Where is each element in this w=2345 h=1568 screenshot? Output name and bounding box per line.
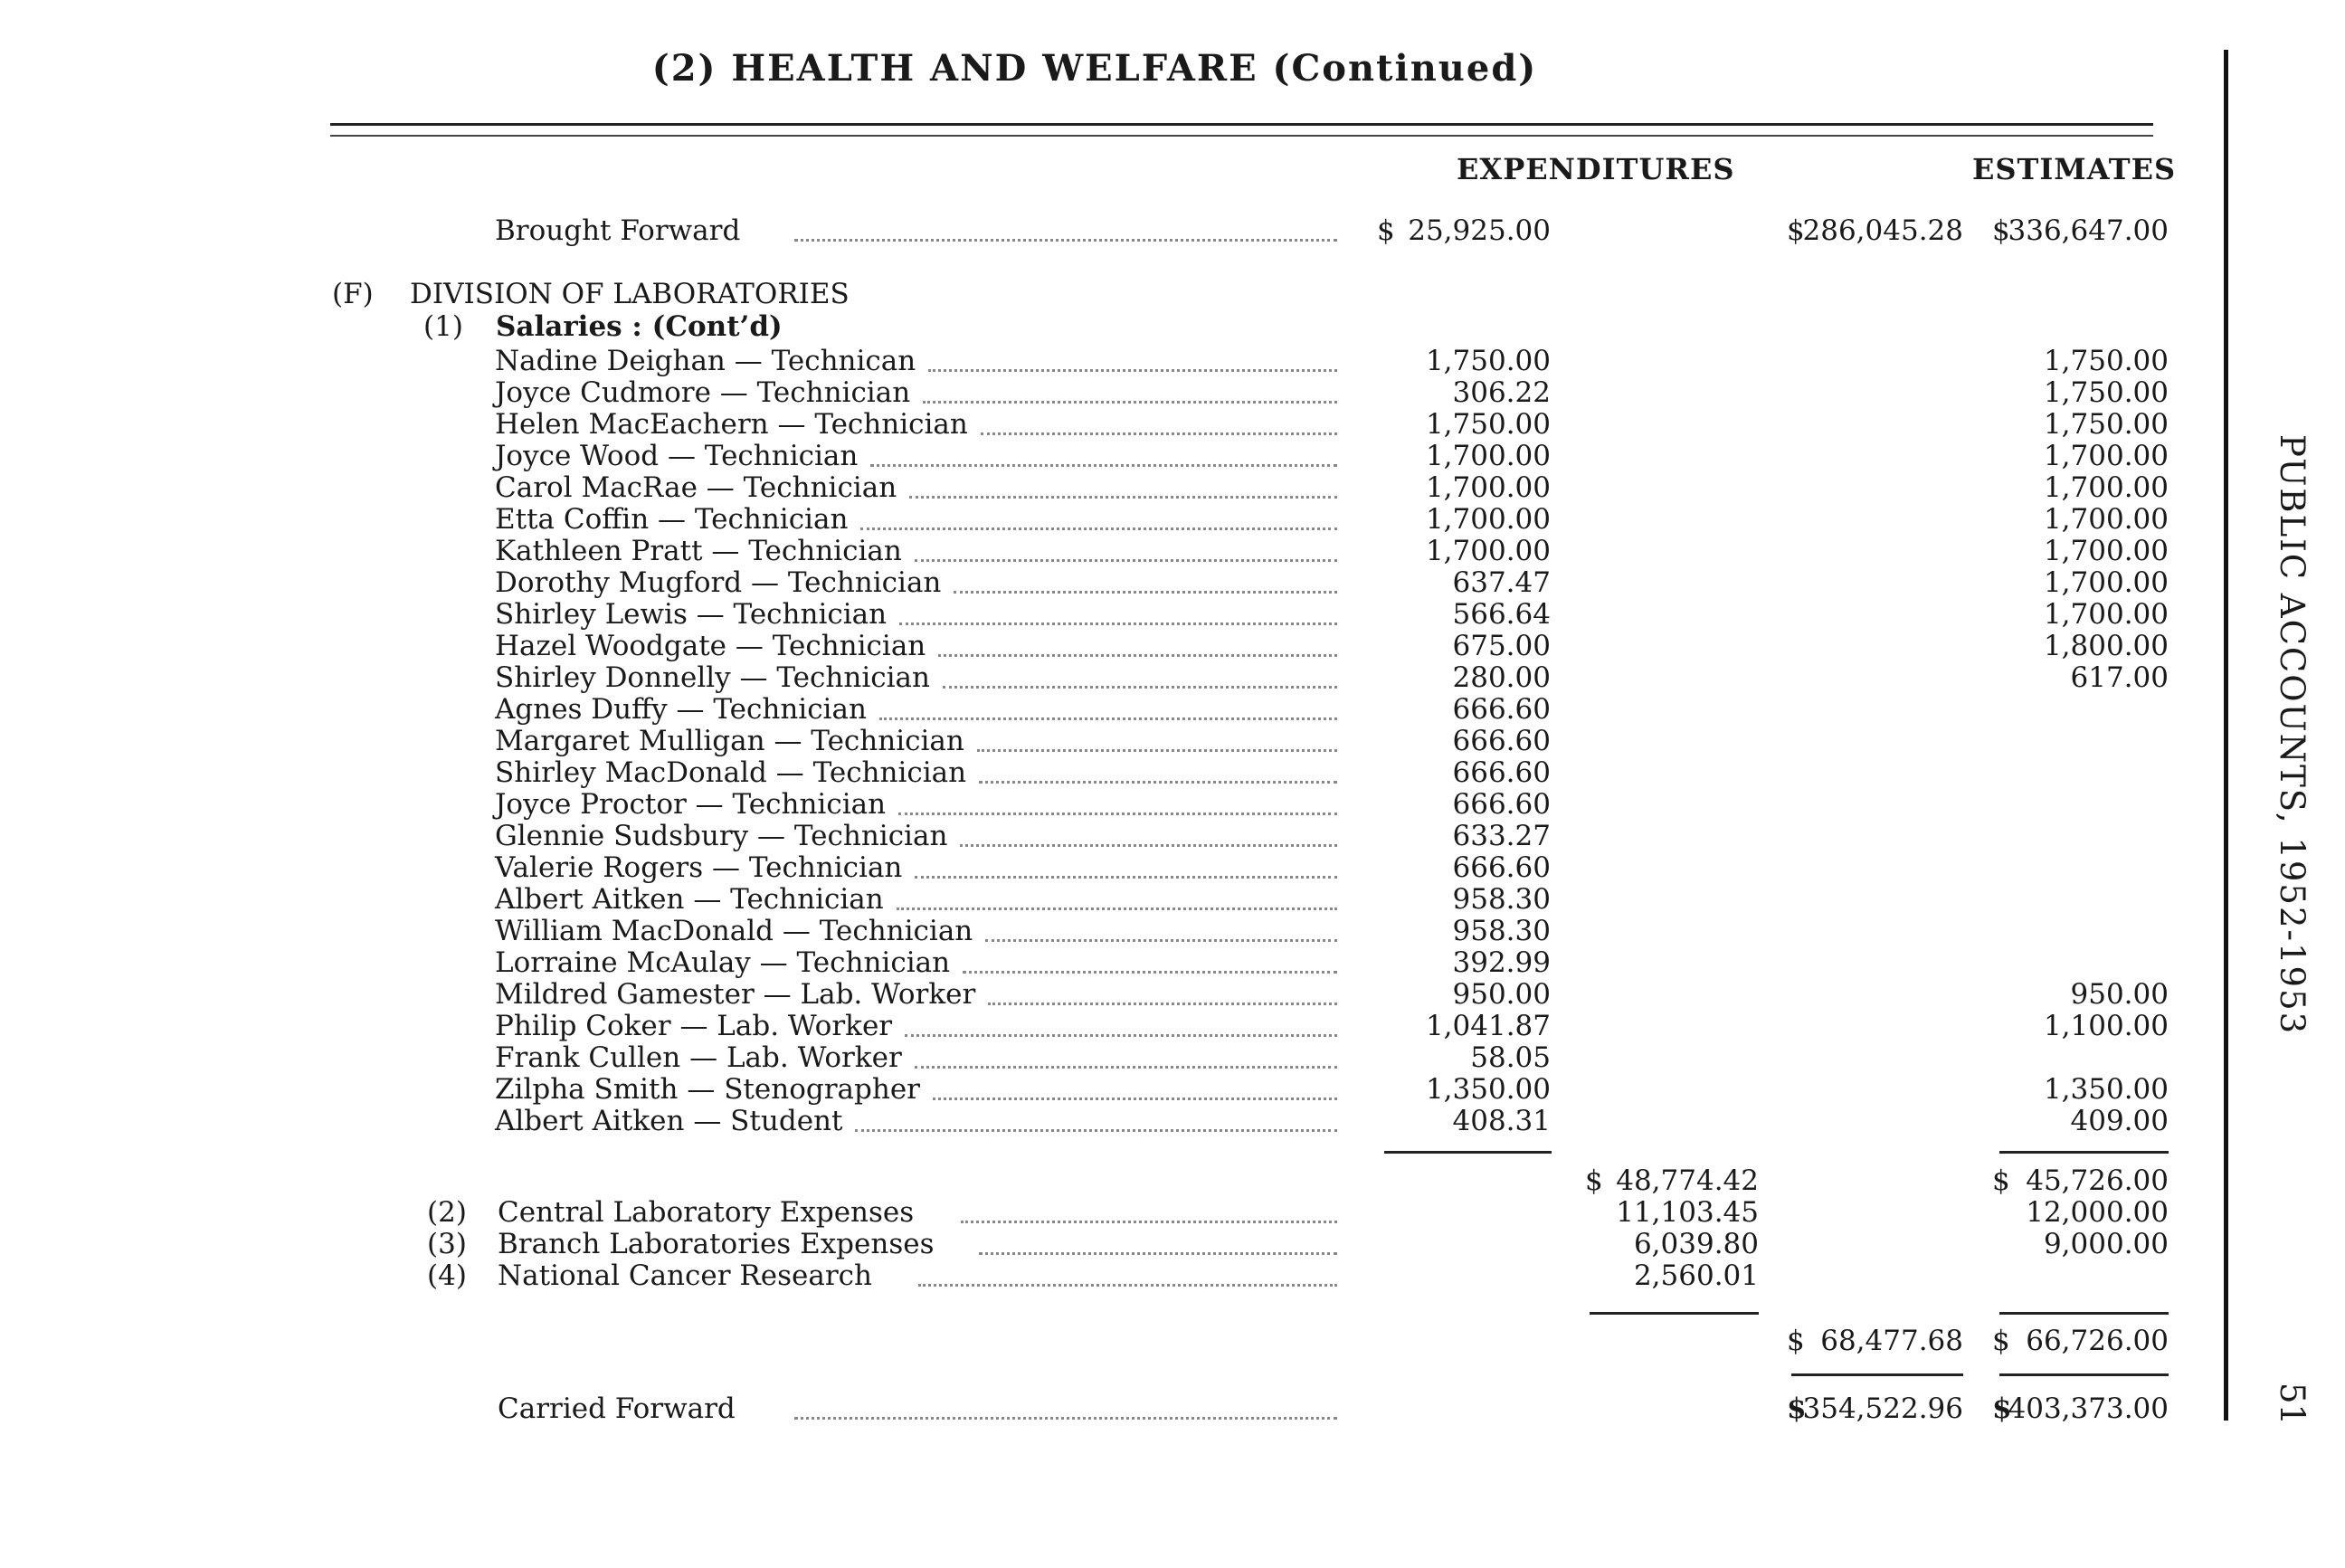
table-row [0, 1074, 2207, 1106]
margin-rule [2224, 50, 2228, 1421]
employee-name: Zilpha Smith — Stenographer [495, 1073, 920, 1106]
employee-name: Albert Aitken — Student [495, 1105, 843, 1137]
item-label: National Cancer Research [498, 1259, 872, 1292]
estimate-value: 409.00 [2070, 1105, 2169, 1137]
item-number: (4) [427, 1259, 467, 1292]
leader-dots [981, 432, 1337, 435]
total-rule [1791, 1373, 1963, 1376]
expenditure-value: 950.00 [1452, 978, 1551, 1011]
table-row [0, 346, 2207, 377]
expenditure-value: 958.30 [1452, 883, 1551, 916]
leader-dots [870, 464, 1337, 467]
employee-name: Dorothy Mugford — Technician [495, 566, 942, 599]
table-row [0, 916, 2207, 947]
employee-name: Valerie Rogers — Technician [495, 851, 903, 884]
leader-dots [898, 813, 1337, 815]
column-header-estimates: ESTIMATES [1972, 152, 2177, 186]
estimate-value: 12,000.00 [2026, 1196, 2169, 1229]
dollar-sign: $ [1992, 1164, 2010, 1197]
table-row [0, 789, 2207, 821]
leader-dots [905, 1034, 1337, 1037]
estimate-value: 1,750.00 [2043, 345, 2169, 377]
employee-name: Joyce Proctor — Technician [495, 788, 887, 821]
subtotal-rule [1384, 1151, 1552, 1154]
dollar-sign: $ [1585, 1164, 1603, 1197]
expenditure-value: 666.60 [1452, 756, 1551, 789]
estimate-value: 1,700.00 [2043, 471, 2169, 504]
employee-name: Margaret Mulligan — Technician [495, 725, 964, 757]
expenditure-value: 637.47 [1452, 566, 1551, 599]
expenditure-value: 392.99 [1452, 946, 1551, 979]
table-row [0, 694, 2207, 726]
subtotal-rule [1999, 1151, 2169, 1154]
employee-name: Albert Aitken — Technician [495, 883, 884, 916]
employee-name: Mildred Gamester — Lab. Worker [495, 978, 976, 1011]
employee-name: Kathleen Pratt — Technician [495, 535, 902, 567]
subsection-heading [0, 311, 2207, 343]
leader-dots [899, 622, 1337, 625]
dollar-sign: $ [1992, 1325, 2010, 1357]
leader-dots [928, 369, 1337, 372]
subtotal-rule [1590, 1312, 1759, 1315]
expenditure-value: 666.60 [1452, 851, 1551, 884]
section-title: DIVISION OF LABORATORIES [410, 278, 850, 310]
subtotal-rule [1999, 1312, 2169, 1315]
leader-dots [933, 1098, 1337, 1100]
estimate-value: 617.00 [2070, 661, 2169, 694]
table-row [0, 441, 2207, 472]
leader-dots [879, 717, 1337, 720]
employee-name: Lorraine McAulay — Technician [495, 946, 951, 979]
salaries-total-estimate: 45,726.00 [2026, 1164, 2169, 1197]
table-row [0, 757, 2207, 789]
carried-forward-row [0, 1393, 2207, 1425]
subsection-number: (1) [423, 310, 463, 343]
estimate-value: 1,100.00 [2043, 1010, 2169, 1042]
table-row [0, 409, 2207, 441]
employee-name: Shirley Lewis — Technician [495, 598, 888, 631]
carried-forward-total: 354,522.96 [1802, 1392, 1963, 1425]
table-row [0, 1197, 2207, 1229]
expenditure-value: 306.22 [1452, 376, 1551, 409]
employee-name: William MacDonald — Technician [495, 915, 973, 947]
expenditure-value: 666.60 [1452, 725, 1551, 757]
estimate-value: 1,350.00 [2043, 1073, 2169, 1106]
table-row [0, 852, 2207, 884]
brought-forward-label: Brought Forward [495, 214, 741, 247]
table-row [0, 504, 2207, 536]
expenditure-value: 675.00 [1452, 630, 1551, 662]
leader-dots [897, 908, 1337, 910]
leader-dots [943, 686, 1337, 689]
division-total-row [0, 1326, 2207, 1357]
employee-name: Nadine Deighan — Technican [495, 345, 916, 377]
brought-forward-estimate: 336,647.00 [2008, 214, 2169, 247]
table-row [0, 377, 2207, 409]
dollar-sign: $ [1787, 1325, 1805, 1357]
expenditure-value: 666.60 [1452, 788, 1551, 821]
page-title: (2) HEALTH AND WELFARE (Continued) [651, 47, 1538, 90]
leader-dots [794, 1417, 1337, 1420]
page-number: 51 [2273, 1383, 2312, 1426]
table-row [0, 1011, 2207, 1042]
employee-name: Joyce Wood — Technician [495, 440, 859, 472]
brought-forward-total: 286,045.28 [1802, 214, 1963, 247]
table-row [0, 1229, 2207, 1260]
item-number: (3) [427, 1228, 467, 1260]
header-rule-thick [330, 123, 2153, 126]
division-total-estimate: 66,726.00 [2026, 1325, 2169, 1357]
dollar-sign: $ [1992, 1392, 2012, 1425]
table-row [0, 821, 2207, 852]
item-label: Central Laboratory Expenses [498, 1196, 915, 1229]
leader-dots [855, 1129, 1337, 1132]
salaries-total-expenditure: 48,774.42 [1616, 1164, 1759, 1197]
expenditure-value: 958.30 [1452, 915, 1551, 947]
employee-name: Helen MacEachern — Technician [495, 408, 968, 441]
estimate-value: 9,000.00 [2043, 1228, 2169, 1260]
dollar-sign: $ [1377, 214, 1395, 247]
expenditure-value: 1,700.00 [1425, 471, 1551, 504]
section-heading [0, 279, 2207, 310]
leader-dots [961, 1221, 1337, 1223]
brought-forward-row [0, 215, 2207, 247]
leader-dots [794, 239, 1337, 242]
expenditure-value: 1,700.00 [1425, 503, 1551, 536]
table-row [0, 536, 2207, 567]
leader-dots [860, 527, 1337, 530]
expenditure-value: 280.00 [1452, 661, 1551, 694]
table-row [0, 662, 2207, 694]
estimate-value: 1,700.00 [2043, 440, 2169, 472]
leader-dots [923, 401, 1337, 404]
item-label: Branch Laboratories Expenses [498, 1228, 935, 1260]
expenditure-value: 1,750.00 [1425, 345, 1551, 377]
expenditure-value: 1,350.00 [1425, 1073, 1551, 1106]
estimate-value: 1,800.00 [2043, 630, 2169, 662]
table-row [0, 599, 2207, 631]
table-row [0, 472, 2207, 504]
brought-forward-expenditure: 25,925.00 [1408, 214, 1551, 247]
leader-dots [918, 1284, 1337, 1287]
employee-name: Etta Coffin — Technician [495, 503, 849, 536]
employee-name: Agnes Duffy — Technician [495, 693, 867, 726]
leader-dots [963, 971, 1337, 974]
total-rule [1999, 1373, 2169, 1376]
table-row [0, 631, 2207, 662]
expenditure-value: 566.64 [1452, 598, 1551, 631]
employee-name: Shirley MacDonald — Technician [495, 756, 967, 789]
employee-name: Frank Cullen — Lab. Worker [495, 1041, 902, 1074]
employee-name: Philip Coker — Lab. Worker [495, 1010, 893, 1042]
table-row [0, 1260, 2207, 1292]
dollar-sign: $ [1992, 214, 2010, 247]
estimate-value: 1,700.00 [2043, 566, 2169, 599]
estimate-value: 1,750.00 [2043, 376, 2169, 409]
leader-dots [985, 939, 1337, 942]
expenditure-value: 1,750.00 [1425, 408, 1551, 441]
leader-dots [979, 781, 1337, 784]
employee-name: Joyce Cudmore — Technician [495, 376, 911, 409]
expenditure-value: 408.31 [1452, 1105, 1551, 1137]
salaries-total-row [0, 1165, 2207, 1197]
leader-dots [979, 1252, 1337, 1255]
employee-name: Hazel Woodgate — Technician [495, 630, 926, 662]
estimate-value: 950.00 [2070, 978, 2169, 1011]
estimate-value: 1,700.00 [2043, 598, 2169, 631]
expenditure-value: 666.60 [1452, 693, 1551, 726]
employee-name: Glennie Sudsbury — Technician [495, 820, 948, 852]
expenditure-value: 6,039.80 [1633, 1228, 1759, 1260]
leader-dots [960, 844, 1337, 847]
leader-dots [938, 654, 1337, 657]
expenditure-value: 1,700.00 [1425, 440, 1551, 472]
subsection-title: Salaries : (Cont’d) [496, 310, 783, 343]
expenditure-value: 58.05 [1470, 1041, 1551, 1074]
item-number: (2) [427, 1196, 467, 1229]
carried-forward-label: Carried Forward [498, 1392, 736, 1425]
estimate-value: 1,700.00 [2043, 503, 2169, 536]
table-row [0, 726, 2207, 757]
division-total-expenditure: 68,477.68 [1820, 1325, 1963, 1357]
expenditure-value: 2,560.01 [1633, 1259, 1759, 1292]
section-letter: (F) [332, 278, 374, 310]
leader-dots [915, 876, 1337, 879]
table-row [0, 947, 2207, 979]
leader-dots [988, 1003, 1337, 1005]
carried-forward-estimate: 403,373.00 [2008, 1392, 2169, 1425]
table-row [0, 884, 2207, 916]
header-rule-thin [330, 135, 2153, 137]
leader-dots [954, 591, 1337, 594]
table-row [0, 1106, 2207, 1137]
table-row [0, 979, 2207, 1011]
table-row [0, 567, 2207, 599]
expenditure-value: 633.27 [1452, 820, 1551, 852]
dollar-sign: $ [1787, 214, 1805, 247]
expenditure-value: 1,041.87 [1425, 1010, 1551, 1042]
leader-dots [915, 1066, 1337, 1069]
estimate-value: 1,700.00 [2043, 535, 2169, 567]
side-running-title: PUBLIC ACCOUNTS, 1952-1953 [2273, 434, 2312, 1036]
expenditure-value: 11,103.45 [1616, 1196, 1759, 1229]
table-row [0, 1042, 2207, 1074]
leader-dots [977, 749, 1337, 752]
estimate-value: 1,750.00 [2043, 408, 2169, 441]
dollar-sign: $ [1787, 1392, 1807, 1425]
leader-dots [909, 496, 1337, 499]
employee-name: Shirley Donnelly — Technician [495, 661, 930, 694]
employee-name: Carol MacRae — Technician [495, 471, 897, 504]
leader-dots [915, 559, 1337, 562]
column-header-expenditures: EXPENDITURES [1457, 152, 1735, 186]
expenditure-value: 1,700.00 [1425, 535, 1551, 567]
